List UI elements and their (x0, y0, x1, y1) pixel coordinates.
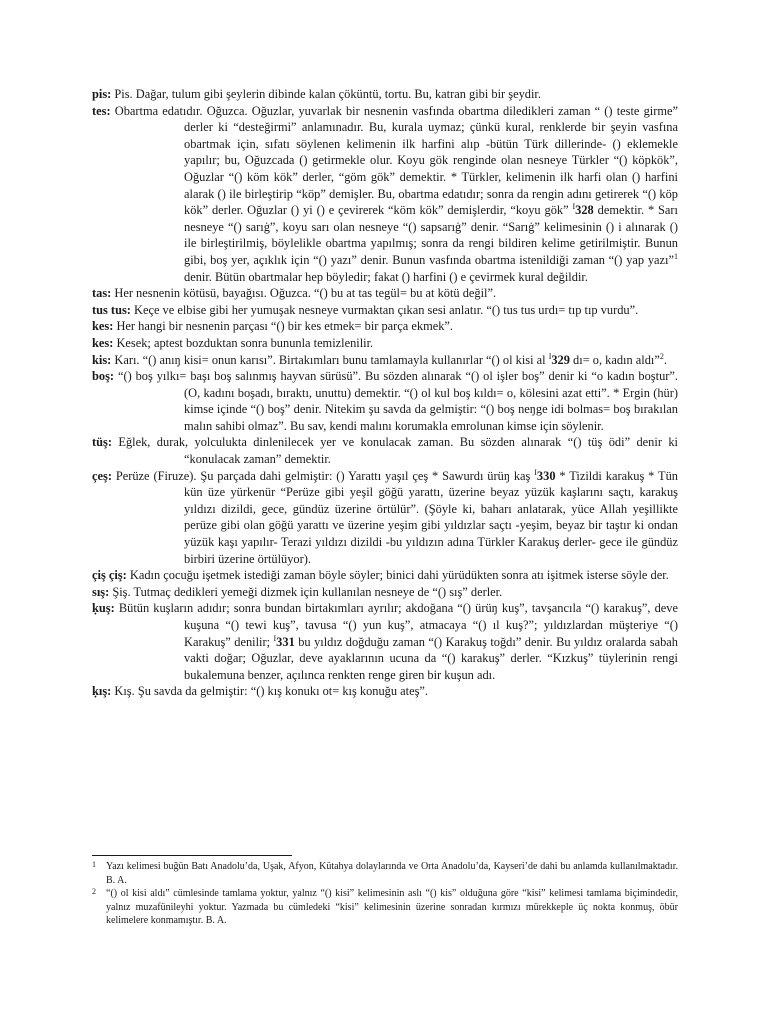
footnote-text: “() ol kisi aldı” cümlesinde tamlama yoktur, yalnız “() kisi” kelimesinin aslı “() kis” olduğuna göre “kisi” kelimesi tamlama biçimindedir, yalnız muzafünileyhi yoktur. Yazmada bu cümledeki “kisi” kelimesinin üzerine sonradan kırmızı mürekkeple üç nokta konmuş, öbür kelimelere konmamıştır. B. A. (106, 888, 678, 927)
superscript-marker: I (273, 633, 277, 643)
entry-headword: boş: (92, 369, 115, 384)
entry-headword: çeş: (92, 468, 112, 483)
entry-headword: sış: (92, 584, 110, 599)
entry-text: denir. Bütün obartmalar hep böyledir; fakat () harfini () e çevirmek kural değildir. (184, 269, 588, 284)
entry-headword: pis: (92, 87, 112, 101)
dictionary-entry (92, 434, 678, 467)
entry-text: Perüze (Firuze). Şu parçada dahi gelmiştir: () Yarattı yaşıl çeş * Sawurdı ürüŋ kaş (115, 468, 535, 483)
dictionary-entry (92, 285, 678, 302)
entry-text: Pis. Dağar, tulum gibi şeylerin dibinde kalan çöküntü, tortu. Bu, katran gibi bir şeydir. (114, 87, 541, 101)
entry-text: Her hangi bir nesnenin parçası “() bir kes etmek= bir parça ekmek”. (116, 319, 454, 334)
entry-text: * Tizildi karakuş * Tün kün üze yürkenür “Perüze gibi yeşil göğü yarattı, üzerine beyaz yüzük kaşlarını saçtı, karakuş yıldızı dizildi, gece, gündüz üzerine örtülür”. (Şöyle ki, baharı anlatarak, yüce Allah yeşillikte perüze gibi olan göğü yarattı ve üzerine yeşim gibi yıldızlar saçtı -yeşim, beyaz bir taştır ki ondan yüzük kaşı yapılır- Terazi yıldızı dizildi -bu yıldızın adına Türkler Karakuş derler- gece ile gündüz birbiri üzerine örtülüyor). (184, 468, 678, 566)
entry-text: Karı. “() anıŋ kisi= onun karısı”. Birtakımları bunu tamlamayla kullanırlar “() ol kisi al (114, 352, 549, 367)
entry-headword: tus tus: (92, 302, 131, 317)
dictionary-entry (92, 600, 678, 683)
dictionary-entry (92, 86, 678, 103)
entry-text: . (663, 352, 667, 367)
footnotes (92, 860, 678, 928)
entry-text: Kesek; aptest bozduktan sonra bununla temizlenilir. (116, 335, 374, 350)
footnote-text: Yazı kelimesi buğün Batı Anadolu’da, Uşak, Afyon, Kütahya dolaylarında ve Orta Anadolu’da, Kayseri’de dahi bu anlamda kullanılmaktadır. B. A. (106, 861, 678, 886)
entry-text: Her nesnenin kötüsü, bayağısı. Oğuzca. “() bu at tas tegül= bu at kötü değil”. (114, 286, 497, 301)
superscript-marker: I (572, 202, 576, 212)
entry-headword: tes: (92, 103, 111, 118)
dictionary-entry (92, 318, 678, 335)
entry-headword: kes: (92, 335, 114, 350)
dictionary-entry (92, 103, 678, 286)
footnote-divider (92, 855, 292, 856)
entry-text: bu yıldız doğduğu zaman “() Karakuş toğdı” denir. Bu yıldız oralarda sabah vakti doğar; Oğuzlar, deve ayaklarının ucuna da “() karakuş” derler. “Kızkuş” tüylerinin rengi bukalemuna benzer, açılınca renkten renge giren bir kuşun adı. (184, 634, 678, 682)
dictionary-entry (92, 468, 678, 568)
footnote (92, 887, 678, 928)
manuscript-page-number: 330 (536, 468, 556, 483)
superscript-marker: I (548, 351, 552, 361)
entry-headword: çiş çiş: (92, 568, 127, 583)
entry-headword: kes: (92, 319, 114, 334)
footnote-number: 2 (92, 887, 96, 897)
entry-text: demektir. * Sarı nesneye “() sarıġ”, koyu sarı olan nesneye “() sapsarıġ” denir. “Sarıġ” kelimesinin () i alınarak () ile birleştirilmiş, böylelikle obartma yapılmış; sonra da rengi bildiren kelime getirilmiştir. Bunun gibi, boş yer, açıklık için “() yazı” denir. Bunun vasfında obartma istenildiği zaman “() yap yazı” (184, 203, 678, 267)
manuscript-page-number: 331 (276, 634, 295, 649)
superscript-marker: I (534, 467, 537, 477)
entry-text: Obartma edatıdır. Oğuzca. Oğuzlar, yuvarlak bir nesnenin vasfında obartma diledikleri zaman “ () teste girme” derler ki “desteğirmi” anlamınadır. Bu, kurala uymaz; çünkü kural, renklerde bir şeyin vasfına obartmak için, sıfatı söylenen kelimenin ilk harfini alıp -bütün Türk dillerinde- () eklemekle yapılır; bu, Oğuzcada () getirmekle olur. Koyu gök renginde olan nesneye Türkler “() köpkök”, Oğuzlar “() köm kök” derler, “göm gök” demektir. * Türkler, kelimenin ilk harfi olan () harfini alarak () ile birleştirip “köp” demişler. Bu, obartma edatıdır; sonra da rengin adını getirerek “() köp kök” derler. Oğuzlar () yi () e çevirerek “köm kök” demişlerdir, “koyu gök” (114, 103, 678, 218)
superscript-marker: 2 (659, 351, 664, 361)
dictionary-entry (92, 584, 678, 601)
entry-text: Keçe ve elbise gibi her yumuşak nesneye vurmaktan çıkan sesi anlatır. “() tus tus urdı= tıp tıp vurdu”. (134, 302, 639, 317)
entry-text: Şiş. Tutmaç dedikleri yemeği dizmek için kullanılan nesneye de “() sış” derler. (112, 584, 503, 599)
dictionary-entry (92, 683, 678, 700)
manuscript-page-number: 328 (575, 203, 594, 218)
dictionary-entry (92, 302, 678, 319)
entry-text: Kadın çocuğu işetmek istediği zaman böyle söyler; binici dahi yürüdükten sonra atı işitmek isterse söyle der. (129, 568, 669, 583)
manuscript-page-number: 329 (551, 352, 570, 367)
entry-text: “() boş yılkı= başı boş salınmış hayvan sürüsü”. Bu sözden alınarak “() ol işler boş” denir ki “o kadın boştur”. (O, kadını boşadı, bıraktı, unuttu) demektir. “() ol kul boş kıldı= o, kölesini azat etti”. * Ergin (hür) kimse içinde “() boş” denir. Nitekim şu savda da gelmiştir: “() boş neŋge idi bolmas= boş bırakılan malın sahibi olmaz”. Bu sav, kendi malını korumakla emrolunan kimse için söylenir. (117, 369, 678, 433)
entry-text: Bütün kuşların adıdır; sonra bundan birtakımları ayrılır; akdoğana “() ürüŋ kuş”, tavşancıla “() karakuş”, deve kuşuna “() tewi kuş”, tavusa “() yun kuş”, atmacaya “() ıl kuş?”; yıldızlardan müşteriye “() Karakuş” denilir; (118, 601, 678, 649)
footnote-number: 1 (92, 860, 96, 869)
entry-text: Kış. Şu savda da gelmiştir: “() kış konukı ot= kış konuğu ateş”. (114, 684, 429, 699)
entry-text: dı= o, kadın aldı” (569, 352, 660, 367)
dictionary-entry (92, 567, 678, 584)
superscript-marker: 1 (674, 251, 678, 261)
dictionary-entry (92, 368, 678, 434)
footnote (92, 860, 678, 887)
dictionary-entries (92, 86, 678, 700)
entry-headword: kis: (92, 352, 112, 367)
entry-headword: ḳış: (92, 684, 112, 699)
entry-headword: tas: (92, 286, 112, 301)
dictionary-entry (92, 335, 678, 352)
entry-text: Eğlek, durak, yolculukta dinlenilecek yer ve konulacak zaman. Bu sözden alınarak “() tüş ödi” denir ki “konulacak zaman” demektir. (118, 435, 678, 467)
dictionary-entry (92, 352, 678, 369)
entry-headword: ḳuş: (92, 601, 115, 616)
entry-headword: tüş: (92, 435, 112, 450)
